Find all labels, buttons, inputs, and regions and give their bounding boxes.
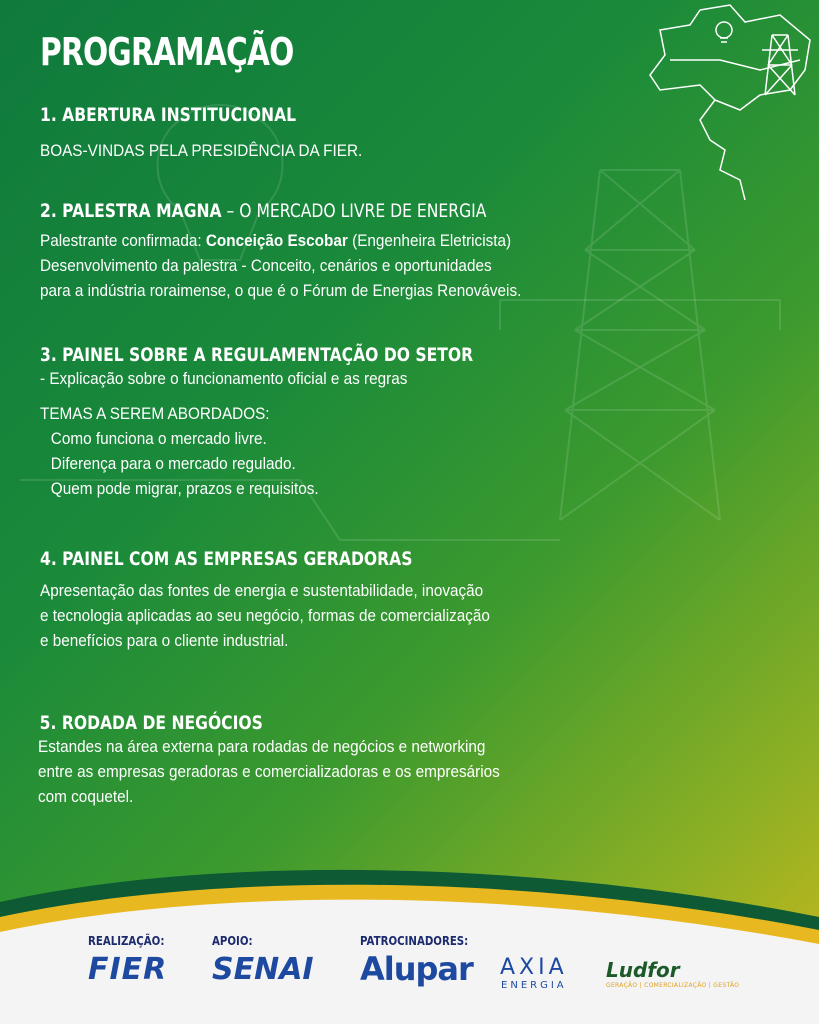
section-2-heading xyxy=(40,200,486,222)
section-2-speaker xyxy=(40,228,530,253)
topic-item: Diferença para o mercado regulado. xyxy=(50,454,296,473)
speaker-name: Conceição Escobar xyxy=(205,231,348,250)
section-3-heading: 3. PAINEL SOBRE A REGULAMENTAÇÃO DO SETOR xyxy=(40,344,474,366)
axia-logo-main: AXIA xyxy=(500,955,568,980)
section-1-line: BOAS-VINDAS PELA PRESIDÊNCIA DA FIER. xyxy=(40,141,363,160)
section-5-heading: 5. RODADA DE NEGÓCIOS xyxy=(39,712,263,734)
section-5-line: com coquetel. xyxy=(38,787,134,806)
axia-logo xyxy=(500,955,568,991)
ludfor-logo xyxy=(606,958,739,989)
ludfor-logo-sub: GERAÇÃO | COMERCIALIZAÇÃO | GESTÃO xyxy=(606,982,740,989)
section-3-line: - Explicação sobre o funcionamento oficial e as regras xyxy=(40,369,408,388)
section-4-line: Apresentação das fontes de energia e sustentabilidade, inovação xyxy=(40,581,484,600)
section-1-heading: 1. ABERTURA INSTITUCIONAL xyxy=(40,104,297,126)
topics-title: TEMAS A SEREM ABORDADOS: xyxy=(40,404,270,423)
section-2-heading-title: 2. PALESTRA MAGNA xyxy=(40,200,222,222)
section-4-line: e tecnologia aplicadas ao seu negócio, formas de comercialização xyxy=(40,606,490,625)
senai-logo: SENAI xyxy=(212,952,314,987)
section-1 xyxy=(40,104,398,163)
page-title: PROGRAMAÇÃO xyxy=(40,30,294,74)
section-4-line: e benefícios para o cliente industrial. xyxy=(40,631,289,650)
apoio-label: APOIO: xyxy=(212,934,253,948)
section-3 xyxy=(40,344,568,501)
section-5-line: entre as empresas geradoras e comercializadoras e os empresários xyxy=(38,762,500,781)
alupar-logo: Alupar xyxy=(360,950,473,988)
section-5-line: Estandes na área externa para rodadas de negócios e networking xyxy=(38,737,486,756)
section-4 xyxy=(40,548,540,653)
speaker-suffix: (Engenheira Eletricista) xyxy=(347,231,512,250)
ludfor-logo-main: Ludfor xyxy=(606,958,680,982)
realizacao-label: REALIZAÇÃO: xyxy=(88,934,165,948)
topic-item: Como funciona o mercado livre. xyxy=(50,429,267,448)
section-2-line: para a indústria roraimense, o que é o Fórum de Energias Renováveis. xyxy=(40,281,522,300)
patrocinadores-label: PATROCINADORES: xyxy=(360,934,469,948)
axia-logo-sub: ENERGIA xyxy=(501,980,567,991)
section-2-heading-suffix: – O MERCADO LIVRE DE ENERGIA xyxy=(221,200,487,222)
fier-logo: FIER xyxy=(88,952,168,987)
section-5 xyxy=(38,712,551,809)
speaker-prefix: Palestrante confirmada: xyxy=(40,231,206,250)
section-4-heading: 4. PAINEL COM AS EMPRESAS GERADORAS xyxy=(40,548,413,570)
section-2 xyxy=(40,200,584,303)
topic-item: Quem pode migrar, prazos e requisitos. xyxy=(50,479,319,498)
section-2-line: Desenvolvimento da palestra - Conceito, cenários e oportunidades xyxy=(40,256,492,275)
